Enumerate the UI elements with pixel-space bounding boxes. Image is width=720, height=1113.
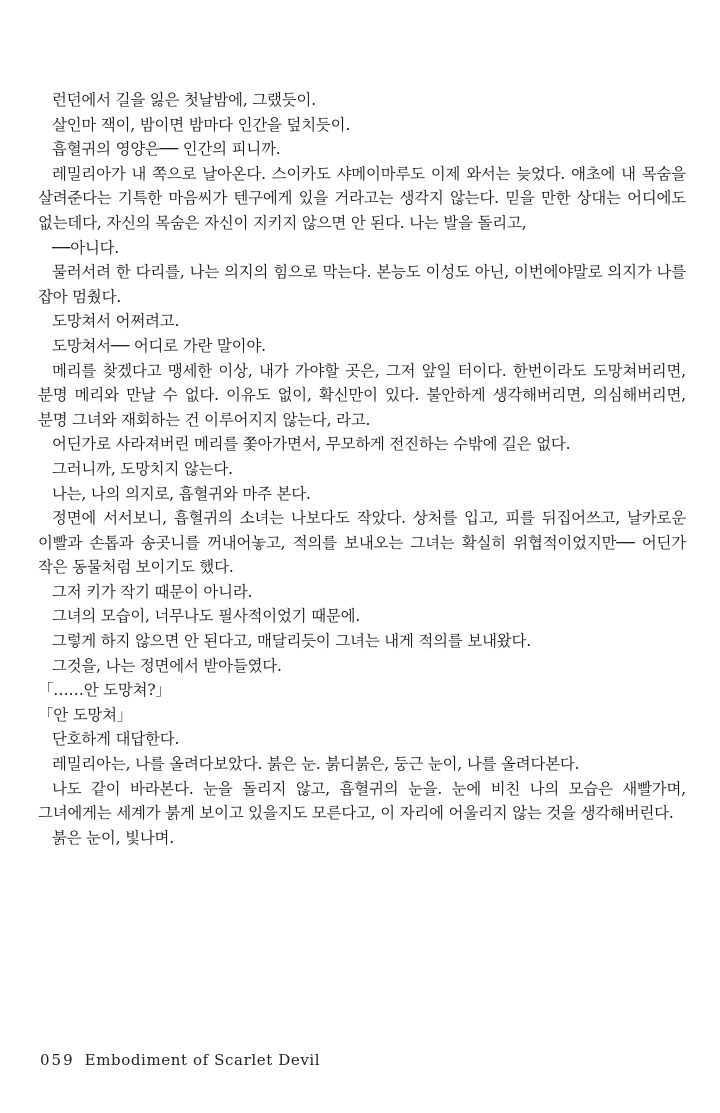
dialogue-line: 「안 도망쳐」 [38, 705, 133, 724]
paragraph: 물러서려 한 다리를, 나는 의지의 힘으로 막는다. 본능도 이성도 아닌, 이번에야말로 의지가 나를 잡아 멈췄다. [38, 263, 686, 306]
paragraph: 붉은 눈이, 빛나며. [52, 828, 174, 847]
paragraph: 그것을, 나는 정면에서 받아들였다. [52, 656, 282, 675]
paragraph: 단호하게 대답한다. [52, 730, 180, 749]
paragraph: 그러니까, 도망치지 않는다. [52, 459, 233, 478]
paragraph: 정면에 서서보니, 흡혈귀의 소녀는 나보다도 작았다. 상처를 입고, 피를 뒤집어쓰고, 날카로운 이빨과 손톱과 송곳니를 꺼내어놓고, 적의를 보내오는 그녀는 확실히 위협적이었지만── 어딘가 작은 동물처럼 보이기도 했다. [38, 509, 686, 577]
paragraph: 나도 같이 바라본다. 눈을 돌리지 않고, 흡혈귀의 눈을. 눈에 비친 나의 모습은 새빨가며, 그녀에게는 세계가 붉게 보이고 있을지도 모른다고, 이 자리에 어울리지 않는 것을 생각해버린다. [38, 779, 686, 823]
paragraph: 살인마 잭이, 밤이면 밤마다 인간을 덮치듯이. [52, 115, 351, 134]
paragraph: 어딘가로 사라져버린 메리를 쫓아가면서, 무모하게 전진하는 수밖에 길은 없다. [52, 435, 571, 454]
body-text [38, 88, 686, 850]
paragraph: 런던에서 길을 잃은 첫날밤에, 그랬듯이. [52, 91, 316, 109]
paragraph: 도망쳐서── 어디로 가란 말이야. [52, 336, 266, 355]
paragraph: 그렇게 하지 않으면 안 된다고, 매달리듯이 그녀는 내게 적의를 보내왔다. [52, 632, 531, 651]
book-title: Embodiment of Scarlet Devil [84, 1051, 321, 1069]
paragraph: 레밀리아는, 나를 올려다보았다. 붉은 눈. 붉디붉은, 둥근 눈이, 나를 올려다본다. [52, 755, 580, 774]
page-footer [40, 1051, 320, 1069]
paragraph: 레밀리아가 내 쪽으로 날아온다. 스이카도 샤메이마루도 이제 와서는 늦었다. 애초에 내 목숨을 살려준다는 기특한 마음씨가 텐구에게 있을 거라고는 생각지 않는다. 믿을 만한 상대는 어디에도 없는데다, 자신의 목숨은 자신이 지키지 않으면 안 된다. 나는 발을 돌리고, [38, 164, 686, 232]
paragraph: 그녀의 모습이, 너무나도 필사적이었기 때문에. [52, 607, 361, 626]
paragraph: 나는, 나의 의지로, 흡혈귀와 마주 본다. [52, 484, 311, 503]
page-number: 059 [40, 1051, 75, 1069]
paragraph: ──아니다. [52, 238, 120, 257]
paragraph: 메리를 찾겠다고 맹세한 이상, 내가 가야할 곳은, 그저 앞일 터이다. 한번이라도 도망쳐버리면, 분명 메리와 만날 수 없다. 이유도 없이, 확신만이 있다. 불안하게 생각해버리면, 의심해버리면, 분명 그녀와 재회하는 건 이루어지지 않는다, 라고. [38, 361, 686, 429]
dialogue-line: 「……안 도망쳐?」 [38, 681, 171, 700]
paragraph: 흡혈귀의 영양은── 인간의 피니까. [52, 140, 281, 159]
paragraph: 도망쳐서 어쩌려고. [52, 312, 180, 331]
paragraph: 그저 키가 작기 때문이 아니라. [52, 582, 253, 601]
